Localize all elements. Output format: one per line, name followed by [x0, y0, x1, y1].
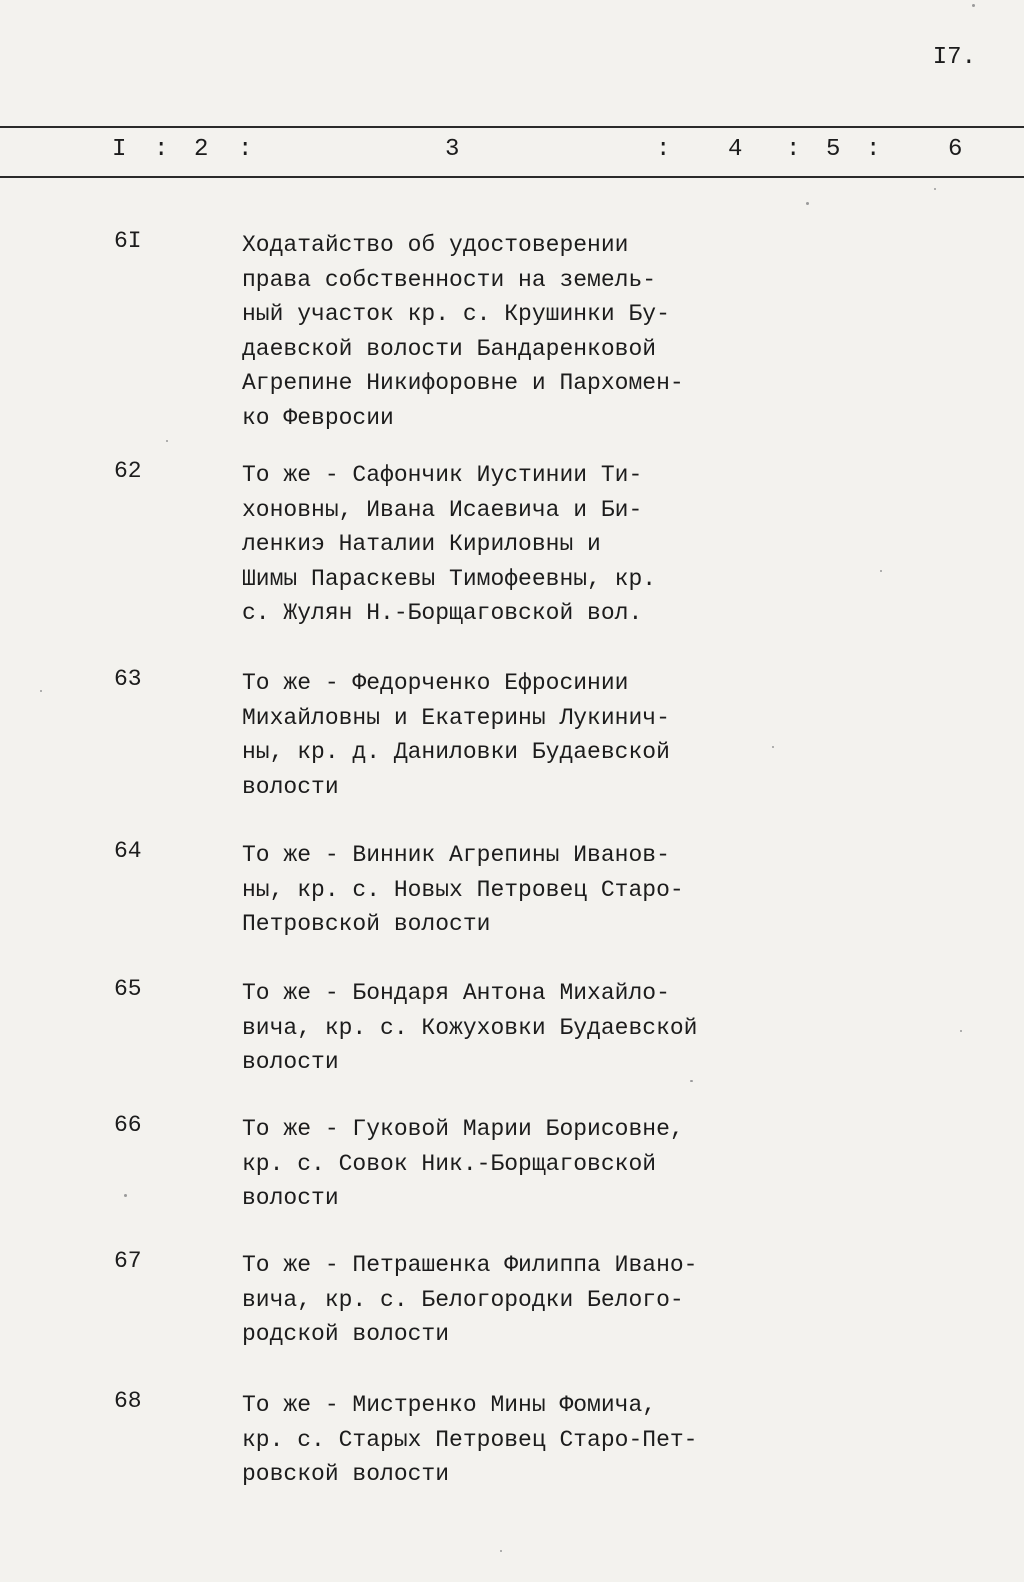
scan-speck: [772, 746, 774, 748]
header-rule-top: [0, 126, 1024, 128]
column-separator: :: [238, 136, 253, 163]
column-header-2: 2: [194, 136, 209, 163]
scan-speck: [934, 188, 936, 190]
entry-number: 67: [114, 1248, 142, 1274]
entry-description: То же - Винник Агрепины Иванов- ны, кр. с. Новых Петровец Старо- Петровской волости: [242, 842, 684, 937]
column-separator: :: [656, 136, 671, 163]
scan-speck: [124, 1194, 127, 1197]
scan-speck: [40, 690, 42, 692]
page-number: I7.: [932, 44, 976, 71]
scan-speck: [806, 202, 809, 205]
entry-description: То же - Бондаря Антона Михайло- вича, кр. с. Кожуховки Будаевской волости: [242, 980, 698, 1075]
scan-speck: [960, 1030, 962, 1032]
column-separator: :: [866, 136, 881, 163]
entry-description: Ходатайство об удостоверении права собственности на земель- ный участок кр. с. Крушинки Бу- даевской волости Бандаренковой Агрепине Никифоровне и Пархомен- ко Февросии: [242, 232, 684, 431]
entry-number: 63: [114, 666, 142, 692]
entry-description: То же - Федорченко Ефросинии Михайловны и Екатерины Лукинич- ны, кр. д. Даниловки Будаевской волости: [242, 670, 670, 800]
entry-number: 66: [114, 1112, 142, 1138]
column-header-3: 3: [445, 136, 460, 163]
entry-number: 62: [114, 458, 142, 484]
column-header-5: 5: [826, 136, 841, 163]
scan-speck: [166, 440, 168, 442]
entry-number: 65: [114, 976, 142, 1002]
scan-speck: [690, 1080, 693, 1082]
entry-description: То же - Петрашенка Филиппа Ивано- вича, кр. с. Белогородки Белого- родской волости: [242, 1252, 698, 1347]
column-separator: :: [154, 136, 169, 163]
column-separator: :: [786, 136, 801, 163]
scan-speck: [880, 570, 882, 572]
column-header-1: I: [112, 136, 127, 163]
scan-speck: [972, 4, 975, 7]
column-header-4: 4: [728, 136, 743, 163]
entry-number: 6I: [114, 228, 142, 254]
entry-description: То же - Мистренко Мины Фомича, кр. с. Старых Петровец Старо-Пет- ровской волости: [242, 1392, 698, 1487]
scan-speck: [500, 1550, 502, 1552]
entry-number: 68: [114, 1388, 142, 1414]
entry-number: 64: [114, 838, 142, 864]
column-header-6: 6: [948, 136, 963, 163]
entry-description: То же - Гуковой Марии Борисовне, кр. с. Совок Ник.-Борщаговской волости: [242, 1116, 684, 1211]
header-rule-bottom: [0, 176, 1024, 178]
entry-description: То же - Сафончик Иустинии Ти- хоновны, Ивана Исаевича и Би- ленкиэ Наталии Кириловны и Шимы Параскевы Тимофеевны, кр. с. Жулян Н.-Борщаговской вол.: [242, 462, 657, 626]
